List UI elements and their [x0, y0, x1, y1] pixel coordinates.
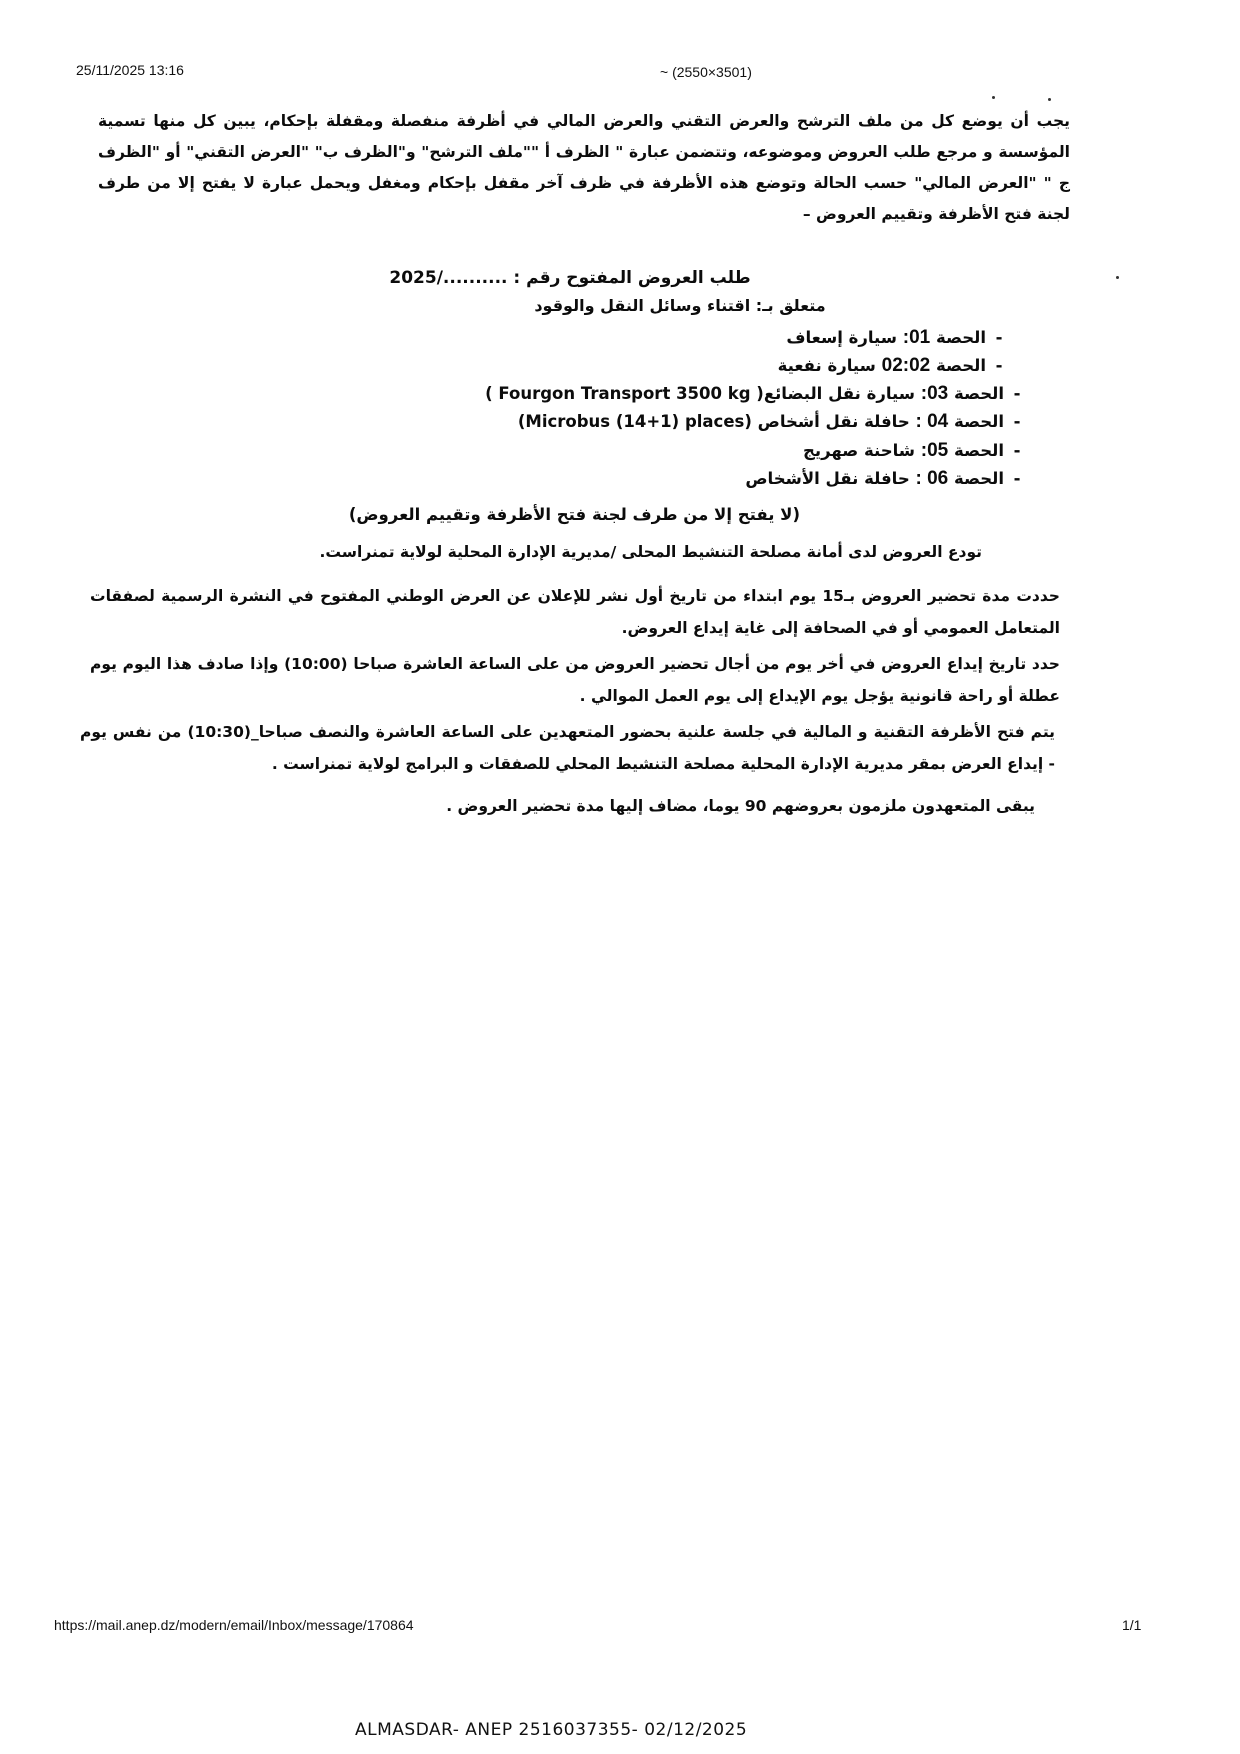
intro-paragraph: يجب أن يوضع كل من ملف الترشح والعرض التقني والعرض المالي في أظرفة منفصلة ومقفلة بإحكام، يبين كل منها تسمية المؤسسة و مرجع طلب العروض وموضوعه، وتتضمن عبارة " الظرف أ ""ملف الترشح" و"الظرف ب" "العرض التقني" أو "الظرف ج " "العرض المالي" حسب الحالة وتوضع هذه الأظرفة في ظرف آخر مقفل بإحكام ومغفل ويحمل عبارة لا يفتح إلا من طرف لجنة فتح الأظرفة وتقييم العروض – — [98, 112, 1070, 223]
print-datetime: 25/11/2025 13:16 — [76, 62, 184, 78]
preparation-period-paragraph: حددت مدة تحضير العروض بـ15 يوم ابتداء من تاريخ أول نشر للإعلان عن العرض الوطني المفتوح في النشرة الرسمية لصفقات المتعامل العمومي أو في الصحافة إلى غاية إيداع العروض. — [90, 587, 1060, 637]
source-url: https://mail.anep.dz/modern/email/Inbox/message/170864 — [54, 1617, 414, 1633]
scan-speck — [1048, 98, 1051, 101]
deposit-statement: تودع العروض لدى أمانة مصلحة التنشيط المحلى /مديرية الإدارة المحلية لولاية تمنراست. — [319, 543, 982, 561]
lot-item: -الحصة 06 : حافلة نقل الأشخاص — [745, 468, 1021, 489]
publication-stamp: ALMASDAR- ANEP 2516037355- 02/12/2025 — [355, 1720, 748, 1740]
scan-speck — [992, 96, 995, 99]
tender-title: طلب العروض المفتوح رقم : ........../2025 — [389, 268, 751, 288]
lot-item: -الحصة 04 : حافلة نقل أشخاص (Microbus (14+1) places) — [517, 411, 1021, 432]
image-dimensions: ~ (2550×3501) — [660, 64, 752, 80]
validity-paragraph: يبقى المتعهدون ملزمون بعروضهم 90 يوما، مضاف إليها مدة تحضير العروض . — [446, 797, 1035, 815]
scan-speck — [1116, 276, 1119, 279]
lot-item: -الحصة 02:02 سيارة نفعية — [777, 355, 1003, 376]
lot-item: -الحصة 03: سيارة نقل البضائع( Fourgon Transport 3500 kg ) — [485, 383, 1021, 404]
opening-notice: (لا يفتح إلا من طرف لجنة فتح الأظرفة وتقييم العروض) — [348, 505, 800, 524]
opening-session-paragraph: يتم فتح الأظرفة التقنية و المالية في جلسة علنية بحضور المتعهدين على الساعة العاشرة والنصف صباحا_(10:30) من نفس يوم - إيداع العرض بمقر مديرية الإدارة المحلية مصلحة التنشيط المحلي للصفقات و البرامج لولاية تمنراست . — [80, 723, 1055, 773]
deposit-date-paragraph: حدد تاريخ إيداع العروض في أخر يوم من أجال تحضير العروض من على الساعة العاشرة صباحا (10:00) وإذا صادف هذا اليوم يوم عطلة أو راحة قانونية يؤجل يوم الإيداع إلى يوم العمل الموالي . — [90, 655, 1060, 705]
lot-item: -الحصة 01: سيارة إسعاف — [786, 327, 1003, 348]
tender-subject: متعلق بـ: اقتناء وسائل النقل والوقود — [534, 296, 826, 315]
lot-item: -الحصة 05: شاحنة صهريج — [803, 440, 1021, 461]
page-number: 1/1 — [1122, 1617, 1142, 1633]
